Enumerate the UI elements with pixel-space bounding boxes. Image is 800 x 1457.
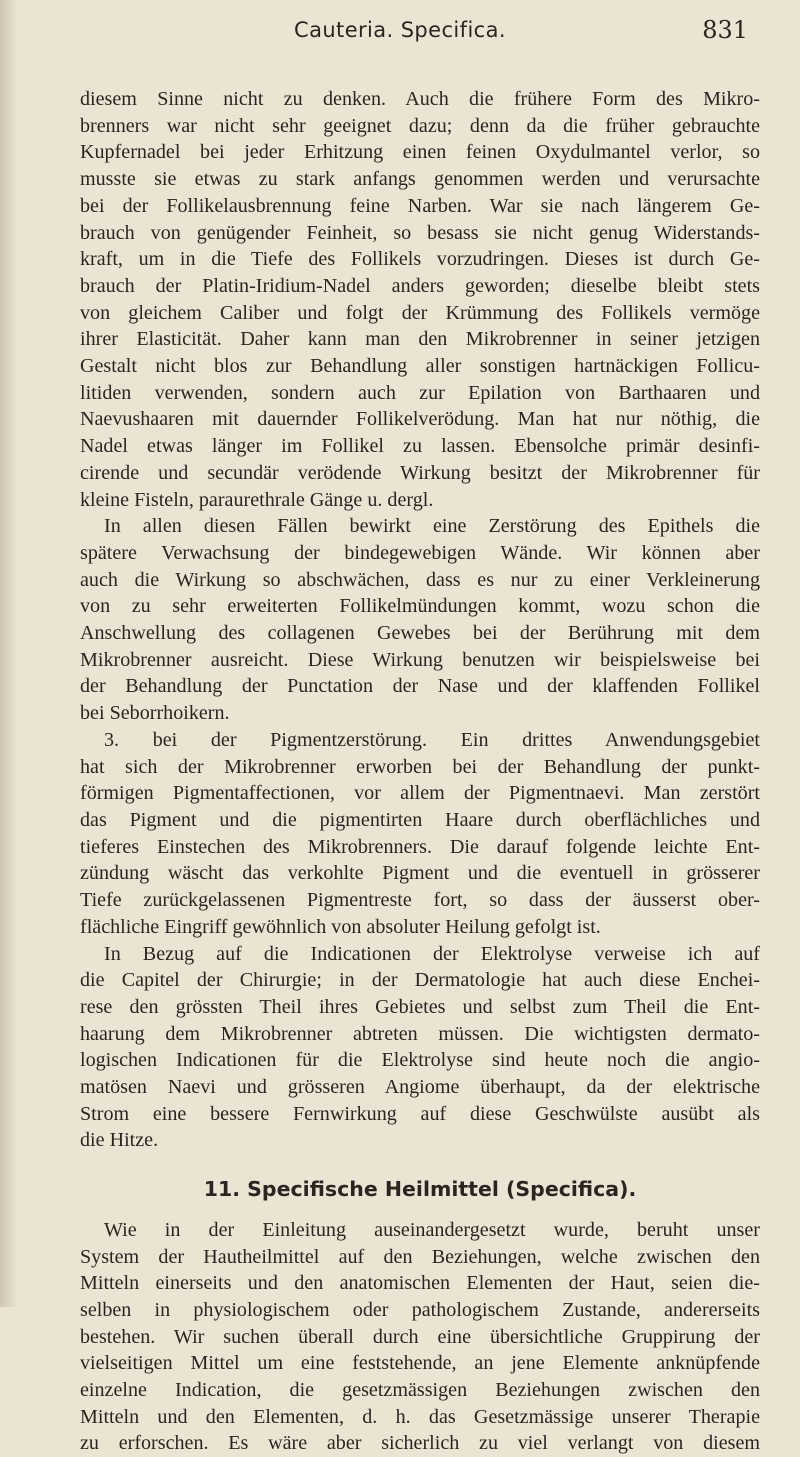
text-line: spätere Verwachsung der bindegewebigen Wände. Wir können aber — [80, 541, 760, 564]
text-line: In allen diesen Fällen bewirkt eine Zerstörung des Epithels die — [104, 515, 760, 538]
text-line: logischen Indicationen für die Elektrolyse sind heute noch die angio- — [80, 1049, 760, 1072]
text-line: vielseitigen Mittel um eine feststehende, an jene Elemente anknüpfende — [80, 1352, 760, 1375]
text-line: Strom eine bessere Fernwirkung auf diese Geschwülste ausübt als — [80, 1102, 760, 1125]
text-line: bestehen. Wir suchen überall durch eine übersichtliche Gruppirung der — [80, 1325, 760, 1348]
text-line: Kupfernadel bei jeder Erhitzung einen feinen Oxydulmantel verlor, so — [80, 141, 760, 164]
text-line: kraft, um in die Tiefe des Follikels vorzudringen. Dieses ist durch Ge- — [80, 248, 760, 271]
text-line: zu erforschen. Es wäre aber sicherlich zu viel verlangt von diesem — [80, 1432, 760, 1455]
text-line: cirende und secundär verödende Wirkung besitzt der Mikrobrenner für — [80, 461, 760, 484]
text-line: Mitteln einerseits und den anatomischen Elementen der Haut, seien die- — [80, 1272, 760, 1295]
text-line: brauch von genügender Feinheit, so besass sie nicht genug Widerstands- — [80, 221, 760, 244]
paragraph-4 — [80, 941, 760, 1155]
text-line: haarung dem Mikrobrenner abtreten müssen. Die wichtigsten dermato- — [80, 1022, 760, 1045]
section-heading: 11. Specifische Heilmittel (Specifica). — [203, 1177, 637, 1202]
text-line: Anschwellung des collagenen Gewebes bei der Berührung mit dem — [80, 622, 760, 645]
text-line: einzelne Indication, die gesetzmässigen Beziehungen zwischen den — [80, 1379, 760, 1402]
page-number: 831 — [702, 16, 748, 44]
text-line: von zu sehr erweiterten Follikelmündungen kommt, wozu schon die — [80, 595, 760, 618]
text-line: das Pigment und die pigmentirten Haare durch oberflächliches und — [80, 808, 760, 831]
paragraph-5 — [80, 1217, 760, 1457]
text-line: bei der Follikelausbrennung feine Narben. War sie nach längerem Ge- — [80, 194, 760, 217]
text-line: flächliche Eingriff gewöhnlich von absoluter Heilung gefolgt ist. — [80, 915, 601, 938]
text-line: Gestalt nicht blos zur Behandlung aller sonstigen hartnäckigen Follicu- — [80, 355, 760, 378]
text-line: ihrer Elasticität. Daher kann man den Mikrobrenner in seiner jetzigen — [80, 328, 760, 351]
text-line: der Behandlung der Punctation der Nase und der klaffenden Follikel — [80, 675, 760, 698]
text-line: die Capitel der Chirurgie; in der Dermatologie hat auch diese Enchei- — [80, 969, 760, 992]
text-line: Naevushaaren mit dauernder Follikelverödung. Man hat nur nöthig, die — [80, 408, 760, 431]
text-line: förmigen Pigmentaffectionen, vor allem der Pigmentnaevi. Man zerstört — [80, 782, 760, 805]
text-line: hat sich der Mikrobrenner erworben bei der Behandlung der punkt- — [80, 755, 760, 778]
text-line: Mikrobrenner ausreicht. Diese Wirkung benutzen wir beispielsweise bei — [80, 648, 760, 671]
text-line: matösen Naevi und grösseren Angiome überhaupt, da der elektrische — [80, 1076, 760, 1099]
text-line: Nadel etwas länger im Follikel zu lassen. Ebensolche primär desinfi- — [80, 435, 760, 458]
text-line: brauch der Platin-Iridium-Nadel anders geworden; dieselbe bleibt stets — [80, 274, 760, 297]
text-line: zündung wäscht das verkohlte Pigment und die eventuell in grösserer — [80, 862, 760, 885]
text-line: In Bezug auf die Indicationen der Elektrolyse verweise ich auf — [104, 942, 760, 965]
text-line: Wie in der Einleitung auseinandergesetzt wurde, beruht unser — [104, 1218, 760, 1241]
body-text — [80, 86, 760, 1457]
paragraph-1 — [80, 86, 760, 513]
text-line: Tiefe zurückgelassenen Pigmentreste fort, so dass der äusserst ober- — [80, 889, 760, 912]
text-line: kleine Fisteln, paraurethrale Gänge u. dergl. — [80, 488, 434, 511]
text-line: von gleichem Caliber und folgt der Krümmung des Follikels vermöge — [80, 301, 760, 324]
text-line: litiden verwenden, sondern auch zur Epilation von Barthaaren und — [80, 381, 760, 404]
text-line: 3. bei der Pigmentzerstörung. Ein drittes Anwendungsgebiet — [104, 728, 760, 751]
text-line: auch die Wirkung so abschwächen, dass es nur zu einer Verkleinerung — [80, 568, 760, 591]
text-line: die Hitze. — [80, 1129, 159, 1152]
paragraph-3 — [80, 727, 760, 941]
text-line: System der Hautheilmittel auf den Beziehungen, welche zwischen den — [80, 1245, 760, 1268]
text-line: selben in physiologischem oder pathologischem Zustande, andererseits — [80, 1298, 760, 1321]
text-line: bei Seborrhoikern. — [80, 702, 230, 725]
paragraph-2 — [80, 513, 760, 727]
text-line: diesem Sinne nicht zu denken. Auch die frühere Form des Mikro- — [80, 88, 760, 110]
text-line: Mitteln und den Elementen, d. h. das Gesetzmässige unserer Therapie — [80, 1405, 760, 1428]
text-line: tieferes Einstechen des Mikrobrenners. Die darauf folgende leichte Ent- — [80, 835, 760, 858]
text-line: rese den grössten Theil ihres Gebietes und selbst zum Theil die Ent- — [80, 995, 760, 1018]
text-line: brenners war nicht sehr geeignet dazu; denn da die früher gebrauchte — [80, 114, 760, 137]
running-header: Cauteria. Specifica. — [294, 18, 506, 42]
text-line: musste sie etwas zu stark anfangs genommen werden und verursachte — [80, 168, 760, 191]
